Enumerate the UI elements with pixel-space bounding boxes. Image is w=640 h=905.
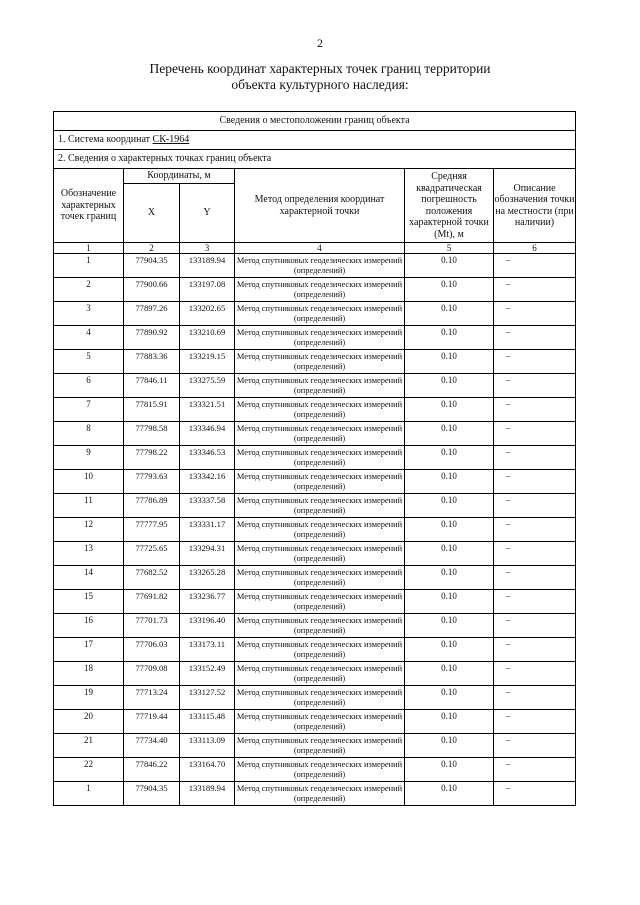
points-header: 2. Сведения о характерных точках границ объекта — [54, 150, 576, 169]
description: – — [494, 422, 576, 446]
point-id: 22 — [54, 758, 124, 782]
point-id: 1 — [54, 254, 124, 278]
table-row — [54, 518, 576, 542]
coord-y: 133331.17 — [180, 518, 235, 542]
coord-x: 77793.63 — [124, 470, 180, 494]
table-row — [54, 662, 576, 686]
table-row — [54, 398, 576, 422]
description: – — [494, 566, 576, 590]
table-row — [54, 686, 576, 710]
description: – — [494, 686, 576, 710]
table-row — [54, 590, 576, 614]
point-id: 8 — [54, 422, 124, 446]
method: Метод спутниковых геодезических измерений (определений) — [235, 710, 405, 734]
coord-y: 133197.08 — [180, 278, 235, 302]
description: – — [494, 710, 576, 734]
table-row — [54, 470, 576, 494]
column-number: 2 — [124, 243, 180, 254]
table-row — [54, 326, 576, 350]
point-id: 15 — [54, 590, 124, 614]
coord-y: 133189.94 — [180, 782, 235, 806]
method: Метод спутниковых геодезических измерений (определений) — [235, 686, 405, 710]
point-id: 1 — [54, 782, 124, 806]
coord-y: 133127.52 — [180, 686, 235, 710]
method: Метод спутниковых геодезических измерений (определений) — [235, 638, 405, 662]
table-row — [54, 710, 576, 734]
method: Метод спутниковых геодезических измерений (определений) — [235, 326, 405, 350]
coord-y: 133321.51 — [180, 398, 235, 422]
col-header-y: Y — [180, 184, 235, 243]
coord-y: 133115.48 — [180, 710, 235, 734]
method: Метод спутниковых геодезических измерений (определений) — [235, 302, 405, 326]
coord-x: 77883.36 — [124, 350, 180, 374]
description: – — [494, 278, 576, 302]
table-row — [54, 782, 576, 806]
accuracy: 0.10 — [405, 758, 494, 782]
description: – — [494, 758, 576, 782]
method: Метод спутниковых геодезических измерений (определений) — [235, 374, 405, 398]
point-id: 13 — [54, 542, 124, 566]
accuracy: 0.10 — [405, 638, 494, 662]
document-title — [0, 61, 640, 93]
accuracy: 0.10 — [405, 302, 494, 326]
coord-y: 133152.49 — [180, 662, 235, 686]
accuracy: 0.10 — [405, 470, 494, 494]
point-id: 5 — [54, 350, 124, 374]
accuracy: 0.10 — [405, 590, 494, 614]
method: Метод спутниковых геодезических измерений (определений) — [235, 518, 405, 542]
column-number: 4 — [235, 243, 405, 254]
accuracy: 0.10 — [405, 374, 494, 398]
point-id: 10 — [54, 470, 124, 494]
coord-x: 77786.89 — [124, 494, 180, 518]
accuracy: 0.10 — [405, 518, 494, 542]
coord-x: 77815.91 — [124, 398, 180, 422]
coord-y: 133219.15 — [180, 350, 235, 374]
table-row — [54, 614, 576, 638]
description: – — [494, 470, 576, 494]
col-header-coordinates: Координаты, м — [124, 169, 235, 184]
description: – — [494, 350, 576, 374]
description: – — [494, 374, 576, 398]
boundary-points-table — [53, 111, 576, 806]
coord-y: 133164.70 — [180, 758, 235, 782]
method: Метод спутниковых геодезических измерений (определений) — [235, 254, 405, 278]
method: Метод спутниковых геодезических измерений (определений) — [235, 446, 405, 470]
col-header-description: Описание обозначения точки на местности (при наличии) — [494, 169, 576, 243]
column-number: 1 — [54, 243, 124, 254]
column-number: 3 — [180, 243, 235, 254]
table-row — [54, 542, 576, 566]
table-row — [54, 734, 576, 758]
point-id: 16 — [54, 614, 124, 638]
accuracy: 0.10 — [405, 278, 494, 302]
method: Метод спутниковых геодезических измерений (определений) — [235, 566, 405, 590]
point-id: 9 — [54, 446, 124, 470]
table-row — [54, 638, 576, 662]
point-id: 12 — [54, 518, 124, 542]
coord-y: 133337.58 — [180, 494, 235, 518]
description: – — [494, 302, 576, 326]
coord-x: 77709.08 — [124, 662, 180, 686]
description: – — [494, 782, 576, 806]
point-id: 7 — [54, 398, 124, 422]
coord-y: 133346.53 — [180, 446, 235, 470]
col-header-method: Метод определения координат характерной точки — [235, 169, 405, 243]
accuracy: 0.10 — [405, 734, 494, 758]
point-id: 18 — [54, 662, 124, 686]
table-row — [54, 350, 576, 374]
coord-y: 133294.31 — [180, 542, 235, 566]
table-row — [54, 422, 576, 446]
coord-x: 77682.52 — [124, 566, 180, 590]
method: Метод спутниковых геодезических измерений (определений) — [235, 422, 405, 446]
page-number: 2 — [317, 36, 323, 50]
description: – — [494, 518, 576, 542]
accuracy: 0.10 — [405, 350, 494, 374]
coord-y: 133113.09 — [180, 734, 235, 758]
method: Метод спутниковых геодезических измерений (определений) — [235, 494, 405, 518]
title-line-1: Перечень координат характерных точек границ территории — [149, 61, 491, 76]
coordinate-system-row — [54, 131, 576, 150]
method: Метод спутниковых геодезических измерений (определений) — [235, 542, 405, 566]
accuracy: 0.10 — [405, 254, 494, 278]
coord-y: 133275.59 — [180, 374, 235, 398]
coord-x: 77904.35 — [124, 254, 180, 278]
coord-y: 133196.40 — [180, 614, 235, 638]
point-id: 6 — [54, 374, 124, 398]
coord-y: 133346.94 — [180, 422, 235, 446]
point-id: 2 — [54, 278, 124, 302]
coord-x: 77900.66 — [124, 278, 180, 302]
accuracy: 0.10 — [405, 398, 494, 422]
column-number: 5 — [405, 243, 494, 254]
accuracy: 0.10 — [405, 686, 494, 710]
description: – — [494, 590, 576, 614]
table-row — [54, 374, 576, 398]
accuracy: 0.10 — [405, 446, 494, 470]
coordinate-system-name: СК-1964 — [152, 134, 190, 145]
method: Метод спутниковых геодезических измерений (определений) — [235, 470, 405, 494]
table-row — [54, 758, 576, 782]
method: Метод спутниковых геодезических измерений (определений) — [235, 350, 405, 374]
coord-x: 77734.40 — [124, 734, 180, 758]
coord-y: 133173.11 — [180, 638, 235, 662]
method: Метод спутниковых геодезических измерений (определений) — [235, 278, 405, 302]
point-id: 17 — [54, 638, 124, 662]
coord-x: 77719.44 — [124, 710, 180, 734]
method: Метод спутниковых геодезических измерений (определений) — [235, 614, 405, 638]
table-row — [54, 278, 576, 302]
accuracy: 0.10 — [405, 662, 494, 686]
description: – — [494, 326, 576, 350]
description: – — [494, 494, 576, 518]
method: Метод спутниковых геодезических измерений (определений) — [235, 782, 405, 806]
point-id: 4 — [54, 326, 124, 350]
coord-x: 77890.92 — [124, 326, 180, 350]
coord-x: 77725.65 — [124, 542, 180, 566]
coord-x: 77691.82 — [124, 590, 180, 614]
accuracy: 0.10 — [405, 494, 494, 518]
coord-x: 77897.26 — [124, 302, 180, 326]
point-id: 21 — [54, 734, 124, 758]
coord-x: 77701.73 — [124, 614, 180, 638]
point-id: 3 — [54, 302, 124, 326]
method: Метод спутниковых геодезических измерений (определений) — [235, 398, 405, 422]
coord-x: 77904.35 — [124, 782, 180, 806]
col-header-x: X — [124, 184, 180, 243]
coordinate-system-label: 1. Система координат — [58, 134, 151, 145]
accuracy: 0.10 — [405, 542, 494, 566]
accuracy: 0.10 — [405, 566, 494, 590]
coord-y: 133189.94 — [180, 254, 235, 278]
table-row — [54, 302, 576, 326]
description: – — [494, 446, 576, 470]
accuracy: 0.10 — [405, 326, 494, 350]
point-id: 11 — [54, 494, 124, 518]
description: – — [494, 614, 576, 638]
table-row — [54, 566, 576, 590]
coord-x: 77798.58 — [124, 422, 180, 446]
method: Метод спутниковых геодезических измерений (определений) — [235, 734, 405, 758]
coord-x: 77713.24 — [124, 686, 180, 710]
coord-y: 133236.77 — [180, 590, 235, 614]
accuracy: 0.10 — [405, 710, 494, 734]
section-header: Сведения о местоположении границ объекта — [54, 112, 576, 131]
col-header-accuracy: Средняя квадратическая погрешность положения характерной точки (Mt), м — [405, 169, 494, 243]
accuracy: 0.10 — [405, 422, 494, 446]
point-id: 14 — [54, 566, 124, 590]
description: – — [494, 254, 576, 278]
coord-x: 77846.11 — [124, 374, 180, 398]
description: – — [494, 734, 576, 758]
coord-y: 133210.69 — [180, 326, 235, 350]
coord-x: 77777.95 — [124, 518, 180, 542]
table-row — [54, 254, 576, 278]
table-row — [54, 494, 576, 518]
description: – — [494, 662, 576, 686]
coord-y: 133202.65 — [180, 302, 235, 326]
coord-y: 133265.28 — [180, 566, 235, 590]
method: Метод спутниковых геодезических измерений (определений) — [235, 758, 405, 782]
method: Метод спутниковых геодезических измерений (определений) — [235, 590, 405, 614]
description: – — [494, 398, 576, 422]
column-numbers-row — [54, 243, 576, 254]
coord-x: 77846.22 — [124, 758, 180, 782]
coord-x: 77706.03 — [124, 638, 180, 662]
coord-x: 77798.22 — [124, 446, 180, 470]
accuracy: 0.10 — [405, 614, 494, 638]
description: – — [494, 542, 576, 566]
column-number: 6 — [494, 243, 576, 254]
title-line-2: объекта культурного наследия: — [231, 77, 409, 92]
point-id: 20 — [54, 710, 124, 734]
accuracy: 0.10 — [405, 782, 494, 806]
description: – — [494, 638, 576, 662]
method: Метод спутниковых геодезических измерений (определений) — [235, 662, 405, 686]
coord-y: 133342.16 — [180, 470, 235, 494]
point-id: 19 — [54, 686, 124, 710]
col-header-designation: Обозначение характерных точек границ — [54, 169, 124, 243]
table-row — [54, 446, 576, 470]
